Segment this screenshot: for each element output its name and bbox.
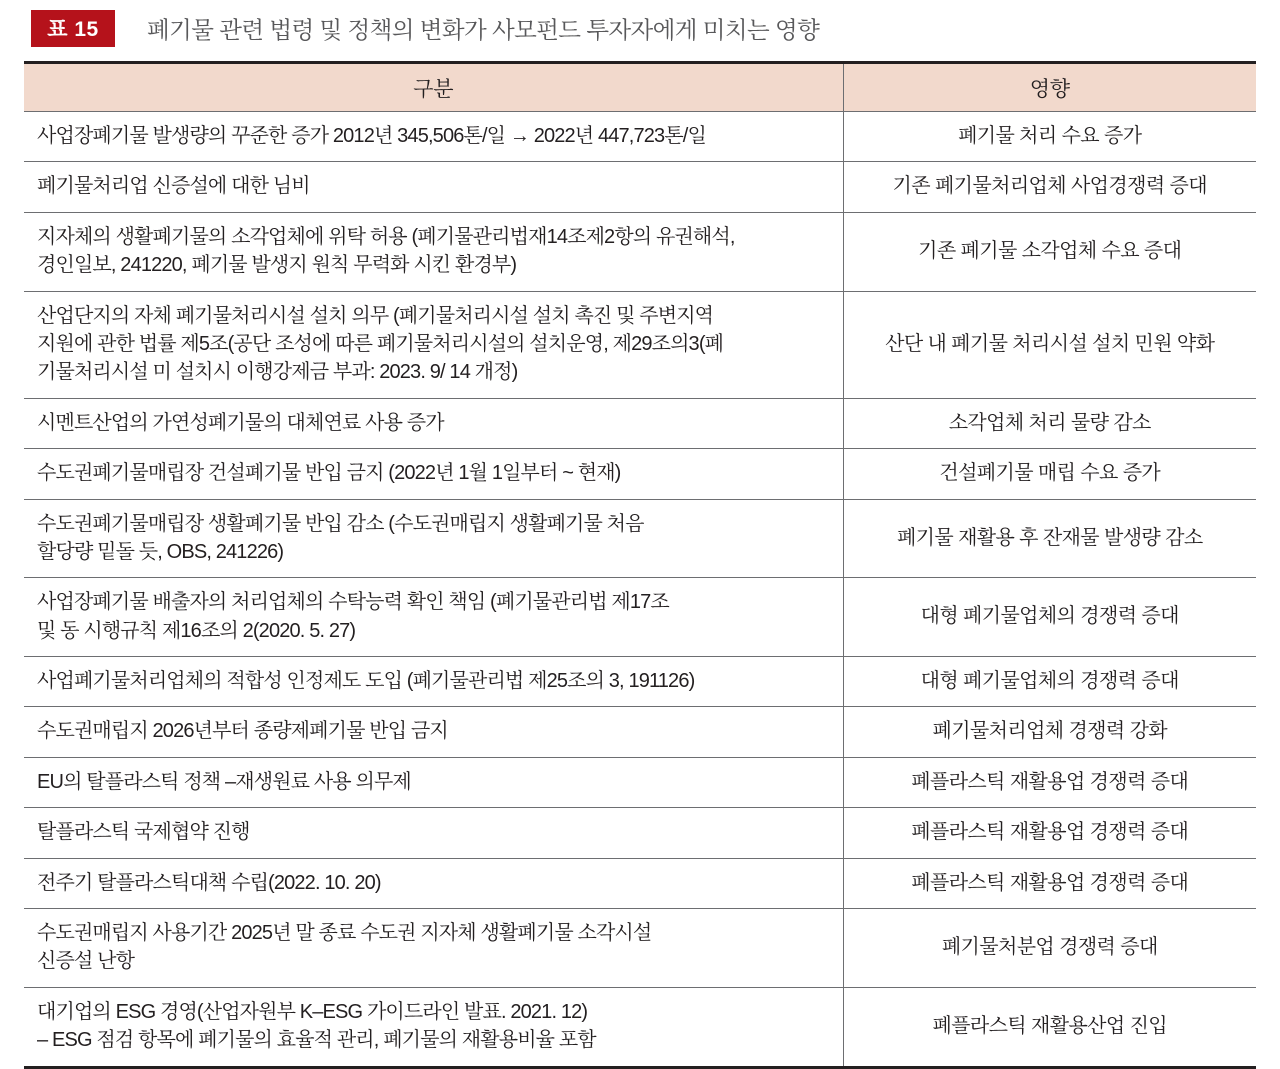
- table-row: [24, 757, 1256, 807]
- cell-item-line: 산업단지의 자체 폐기물처리시설 설치 의무 (폐기물처리시설 설치 촉진 및 주변지역: [37, 304, 714, 327]
- cell-impact: 산단 내 폐기물 처리시설 설치 민원 약화: [843, 291, 1256, 398]
- cell-item-line: – ESG 점검 항목에 폐기물의 효율적 관리, 폐기물의 재활용비율 포함: [37, 1029, 596, 1052]
- cell-item: [24, 987, 843, 1065]
- table-number-badge: 표 15: [31, 10, 115, 47]
- cell-item: [24, 808, 843, 858]
- table-row: [24, 808, 1256, 858]
- cell-impact: 대형 폐기물업체의 경쟁력 증대: [843, 578, 1256, 657]
- cell-impact: 폐플라스틱 재활용산업 진입: [932, 1015, 1168, 1037]
- cell-impact: 기존 폐기물처리업체 사업경쟁력 증대: [843, 162, 1256, 212]
- cell-item: [24, 909, 843, 988]
- table-header: [24, 64, 1256, 112]
- cell-impact: 폐기물처리업체 경쟁력 강화: [843, 707, 1256, 757]
- table-body: [24, 112, 1256, 1066]
- cell-item-line: 대기업의 ESG 경영(산업자원부 K–ESG 가이드라인 발표. 2021. 12): [37, 1000, 588, 1023]
- cell-item-line: 시멘트산업의 가연성폐기물의 대체연료 사용 증가: [37, 411, 444, 434]
- cell-impact: 건설폐기물 매립 수요 증가: [843, 449, 1256, 499]
- cell-item: [24, 757, 843, 807]
- table-row: [24, 707, 1256, 757]
- cell-item-line: 사업폐기물처리업체의 적합성 인정제도 도입 (폐기물관리법 제25조의 3, 191126): [37, 670, 695, 693]
- cell-impact: 소각업체 처리 물량 감소: [843, 398, 1256, 448]
- cell-impact: 대형 폐기물업체의 경쟁력 증대: [843, 657, 1256, 707]
- cell-item: [24, 578, 843, 657]
- cell-item-line: 기물처리시설 미 설치시 이행강제금 부과: 2023. 9/ 14 개정): [37, 361, 518, 384]
- table-row: [24, 987, 1256, 1065]
- table-container: [24, 61, 1256, 1069]
- cell-impact: 폐플라스틱 재활용업 경쟁력 증대: [843, 757, 1256, 807]
- table-row: [24, 499, 1256, 578]
- cell-item: [24, 657, 843, 707]
- cell-item: [24, 162, 843, 212]
- table-row: [24, 449, 1256, 499]
- cell-item-line: 폐기물처리업 신증설에 대한 님비: [37, 175, 310, 198]
- cell-item-line: 지자체의 생활폐기물의 소각업체에 위탁 허용 (폐기물관리법재14조제2항의 유권해석,: [37, 225, 735, 248]
- cell-item: [24, 499, 843, 578]
- cell-impact: 폐플라스틱 재활용업 경쟁력 증대: [843, 858, 1256, 908]
- waste-policy-impact-table: [24, 64, 1256, 1066]
- cell-item: [24, 398, 843, 448]
- cell-item-line: 및 동 시행규칙 제16조의 2(2020. 5. 27): [37, 619, 356, 642]
- table-row: [24, 909, 1256, 988]
- column-header-impact: 영향: [843, 64, 1256, 112]
- cell-item: [24, 112, 843, 162]
- cell-item-line: 수도권폐기물매립장 건설폐기물 반입 금지 (2022년 1월 1일부터 ~ 현재): [37, 462, 621, 485]
- table-row: [24, 398, 1256, 448]
- table-row: [24, 291, 1256, 398]
- table-row: [24, 162, 1256, 212]
- cell-impact: 폐기물 처리 수요 증가: [843, 112, 1256, 162]
- cell-impact: 폐기물처분업 경쟁력 증대: [843, 909, 1256, 988]
- cell-item-line: 탈플라스틱 국제협약 진행: [37, 821, 250, 844]
- cell-impact: 폐플라스틱 재활용업 경쟁력 증대: [843, 808, 1256, 858]
- cell-item-line: 사업장폐기물 배출자의 처리업체의 수탁능력 확인 책임 (폐기물관리법 제17조: [37, 591, 669, 614]
- table-caption: [0, 0, 1280, 50]
- cell-item-line: 사업장폐기물 발생량의 꾸준한 증가 2012년 345,506톤/일 → 2022년 447,723톤/일: [37, 125, 706, 147]
- column-header-item: 구분: [24, 64, 843, 112]
- cell-item-line: 수도권폐기물매립장 생활폐기물 반입 감소 (수도권매립지 생활폐기물 처음: [37, 512, 644, 535]
- cell-item: [24, 707, 843, 757]
- cell-item-line: 수도권매립지 2026년부터 종량제폐기물 반입 금지: [37, 720, 448, 743]
- cell-item: [24, 449, 843, 499]
- table-title: 폐기물 관련 법령 및 정책의 변화가 사모펀드 투자자에게 미치는 영향: [147, 17, 820, 43]
- cell-impact: 폐기물 재활용 후 잔재물 발생량 감소: [843, 499, 1256, 578]
- table-row: [24, 657, 1256, 707]
- cell-item: [24, 858, 843, 908]
- cell-item-line: EU의 탈플라스틱 정책 –재생원료 사용 의무제: [37, 770, 411, 793]
- table-row: [24, 578, 1256, 657]
- cell-item-line: 전주기 탈플라스틱대책 수립(2022. 10. 20): [37, 871, 381, 894]
- table-header-row: [24, 64, 1256, 112]
- cell-item-line: 경인일보, 241220, 폐기물 발생지 원칙 무력화 시킨 환경부): [37, 254, 517, 277]
- cell-item: [24, 212, 843, 291]
- table-row: [24, 858, 1256, 908]
- cell-item-line: 수도권매립지 사용기간 2025년 말 종료 수도권 지자체 생활폐기물 소각시설: [37, 922, 652, 945]
- table-row: [24, 112, 1256, 162]
- cell-item-line: 지원에 관한 법률 제5조(공단 조성에 따른 폐기물처리시설의 설치운영, 제29조의3(폐: [37, 332, 724, 355]
- cell-item: [24, 291, 843, 398]
- table-row: [24, 212, 1256, 291]
- cell-item-line: 신증설 난항: [37, 950, 135, 973]
- cell-impact: 기존 폐기물 소각업체 수요 증대: [843, 212, 1256, 291]
- cell-item-line: 할당량 밑돌 듯, OBS, 241226): [37, 540, 284, 563]
